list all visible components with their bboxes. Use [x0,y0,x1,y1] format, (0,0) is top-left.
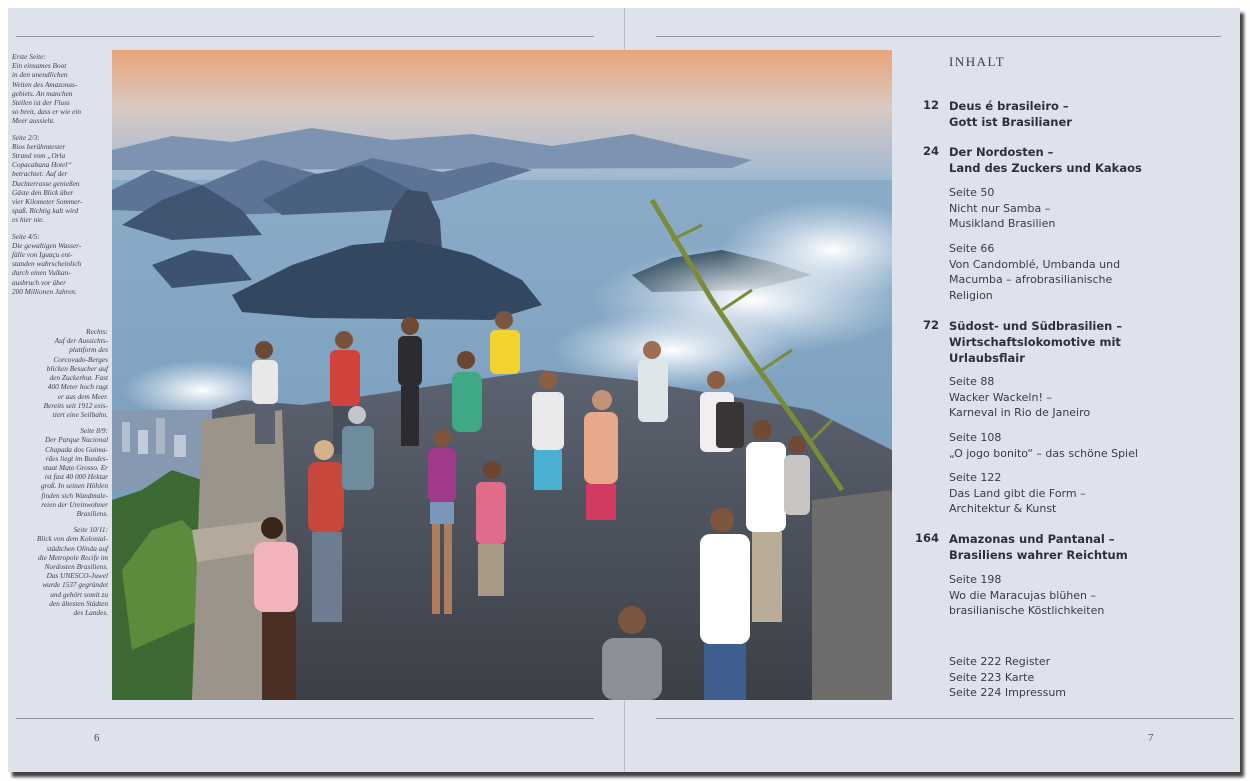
page-number-right: 7 [1148,732,1154,744]
book-spread [8,8,1240,772]
toc-sub-line: Karneval in Rio de Janeiro [949,406,1091,419]
toc-entry-number: 72 [922,318,939,332]
toc-title: INHALT [949,54,1006,69]
toc-entry-line: Amazonas und Pantanal – [949,532,1115,546]
toc-sub-line: Das Land gibt die Form – [949,486,1086,500]
toc-sub-line: brasilianische Köstlichkeiten [949,604,1105,617]
toc-sub-page: Seite 88 [949,375,995,388]
toc-entry-line: Land des Zuckers und Kakaos [949,161,1142,175]
toc-sub-line: Macumba – afrobrasilianische [949,273,1113,286]
bottom-rule-left [16,718,594,719]
toc-entry-line: Brasiliens wahrer Reichtum [949,548,1128,562]
toc-sub-page: Seite 198 [949,573,1002,586]
toc-sub-line: Architektur & Kunst [949,502,1057,515]
toc-sub-line: „O jogo bonito“ – das schöne Spiel [949,446,1138,460]
toc-sub-line: Wo die Maracujas blühen – [949,588,1097,602]
toc-entry-line: Urlaubsflair [949,351,1025,365]
caption-page-10-11: Seite 10/11: Blick von dem Kolonial- städtchen Olinda auf die Metropole Recife im Nordosten Brasiliens. Das UNESCO-Juwel wurde 1537 gegründet und gehört somit zu den ältesten Städten des Landes. [36,525,108,617]
toc-sub-page: Seite 122 [949,471,1002,484]
caption-page-8-9: Seite 8/9: Der Parque Nacional Chapada dos Guima- rães liegt im Bundes- staat Mato Grosso. Er ist fast 40 000 Hektar groß. In seinen Höhlen finden sich Wandmale- reien der Ureinwohner Brasiliens. [40,426,108,518]
toc-entry-line: Deus é brasileiro – [949,99,1069,113]
toc-entry-line: Der Nordosten – [949,145,1054,159]
toc-sub-line: Musikland Brasilien [949,217,1056,230]
toc-sub-page: Seite 50 [949,186,995,199]
toc-entry-number: 24 [922,144,939,158]
toc-sub-line: Wacker Wackeln! – [949,390,1052,404]
toc-sub-line: Religion [949,288,993,302]
toc-sub-line: Nicht nur Samba – [949,201,1051,215]
rio-lookout-photo [112,50,892,700]
toc-sub-page: Seite 108 [949,431,1002,444]
toc-entry-line: Südost- und Südbrasilien – [949,319,1123,333]
toc-entry-line: Gott ist Brasilianer [949,115,1072,129]
caption-page-4-5: Seite 4/5: Die gewaltigen Wasser- fälle von Iguaçu ent- standen wahrscheinlich durch einen Vulkan- ausbruch vor über 200 Millionen Jahren. [12,231,82,296]
toc-sub-line: Von Candomblé, Umbanda und [949,257,1121,271]
bottom-rule-right [656,718,1234,719]
caption-first-page: Erste Seite: Ein einsames Boot in den unendlichen Weiten des Amazonas- gebiets. An manchen Stellen ist der Fluss so breit, dass er wie ein Meer aussieht. [12,52,82,126]
toc-appendix-map[interactable]: Seite 223 Karte [949,670,1035,684]
toc-entry-number: 12 [922,98,939,112]
toc-sub-page: Seite 66 [949,242,995,255]
image-captions [12,52,108,624]
toc-appendix-imprint[interactable]: Seite 224 Impressum [949,686,1067,699]
caption-right: Rechts: Auf der Aussichts- plattform des Corcovado-Berges blicken Besucher auf den Zuckerhut. Fast 400 Meter hoch ragt er aus dem Meer. Bereits seit 1912 exis- tiert eine Seilbahn. [43,327,108,419]
toc-appendix-register[interactable]: Seite 222 Register [949,655,1051,668]
caption-page-2-3: Seite 2/3: Rios berühmtester Strand vom „Orla Copacabana Hotel“ betrachtet: Auf der Dachterrasse genießen Gäste den Blick über vier Kilometer Sommer- spaß. Richtig kalt wird es hier nie. [12,132,83,225]
toc-entry-line: Wirtschaftslokomotive mit [949,335,1121,349]
top-rule-left [16,36,594,37]
page-number-left: 6 [94,732,100,744]
top-rule-right [656,36,1221,37]
toc-entry-number: 164 [914,531,939,545]
